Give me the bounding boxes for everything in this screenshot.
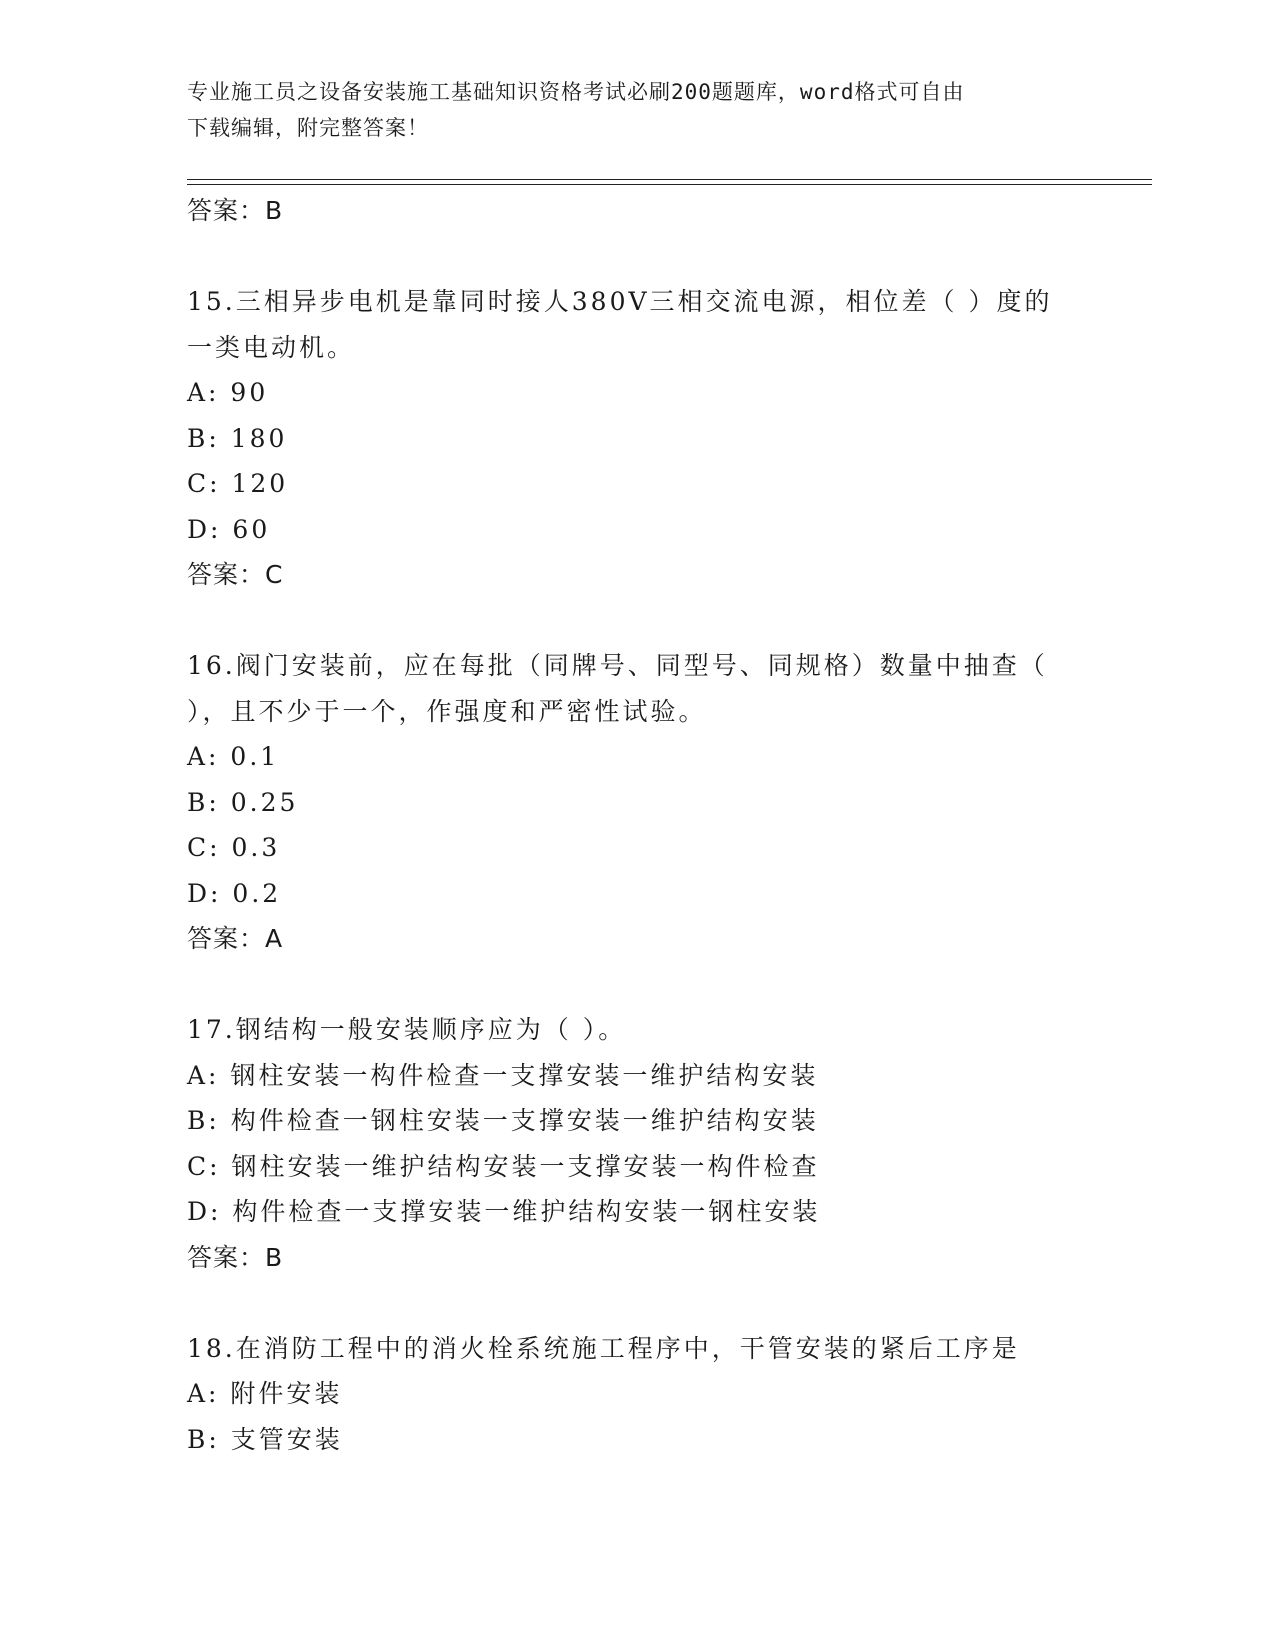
question-15 [187,279,1087,598]
option-a: A: 钢柱安装一构件检查一支撑安装一维护结构安装 [187,1060,819,1090]
option-c: C: 钢柱安装一维护结构安装一支撑安装一构件检查 [187,1151,820,1181]
option-a: A: 90 [187,378,269,407]
previous-answer: 答案：B [187,196,284,225]
option-d: D: 构件检查一支撑安装一维护结构安装一钢柱安装 [187,1197,821,1226]
document-header [187,74,1087,146]
option-c: C: 120 [187,469,289,498]
question-stem: 一类电动机。 [187,332,356,362]
header-line-1: 专业施工员之设备安装施工基础知识资格考试必刷200题题库，word格式可自由 [187,80,965,104]
question-stem: ），且不少于一个，作强度和严密性试验。 [187,696,707,726]
option-b: B: 构件检查一钢柱安装一支撑安装一维护结构安装 [187,1106,819,1135]
option-d: D: 0.2 [187,878,282,908]
question-stem: 18.在消防工程中的消火栓系统施工程序中，干管安装的紧后工序是 [187,1333,1020,1363]
question-17 [187,1007,1087,1280]
header-line-2: 下载编辑，附完整答案！ [187,116,429,140]
spacer [187,598,1087,644]
header-divider-bottom [187,184,1152,185]
answer: 答案：C [187,560,284,589]
question-stem: 16.阀门安装前，应在每批（同牌号、同型号、同规格）数量中抽查（ [187,651,1048,680]
option-b: B: 支管安装 [187,1424,343,1454]
question-content [187,188,1087,1462]
spacer [187,234,1087,280]
question-16 [187,643,1087,962]
question-stem: 15.三相异步电机是靠同时接人380V三相交流电源，相位差（ ）度的 [187,287,1053,316]
spacer [187,962,1087,1008]
question-stem: 17.钢结构一般安装顺序应为（ ）。 [187,1015,627,1044]
option-b: B: 0.25 [187,787,299,817]
option-a: A: 0.1 [187,742,280,771]
answer: 答案：A [187,924,284,953]
option-c: C: 0.3 [187,833,281,862]
question-18 [187,1326,1087,1463]
option-d: D: 60 [187,514,271,544]
answer: 答案：B [187,1242,284,1272]
option-a: A: 附件安装 [187,1379,343,1408]
option-b: B: 180 [187,423,288,453]
header-divider-top [187,179,1152,180]
spacer [187,1280,1087,1326]
